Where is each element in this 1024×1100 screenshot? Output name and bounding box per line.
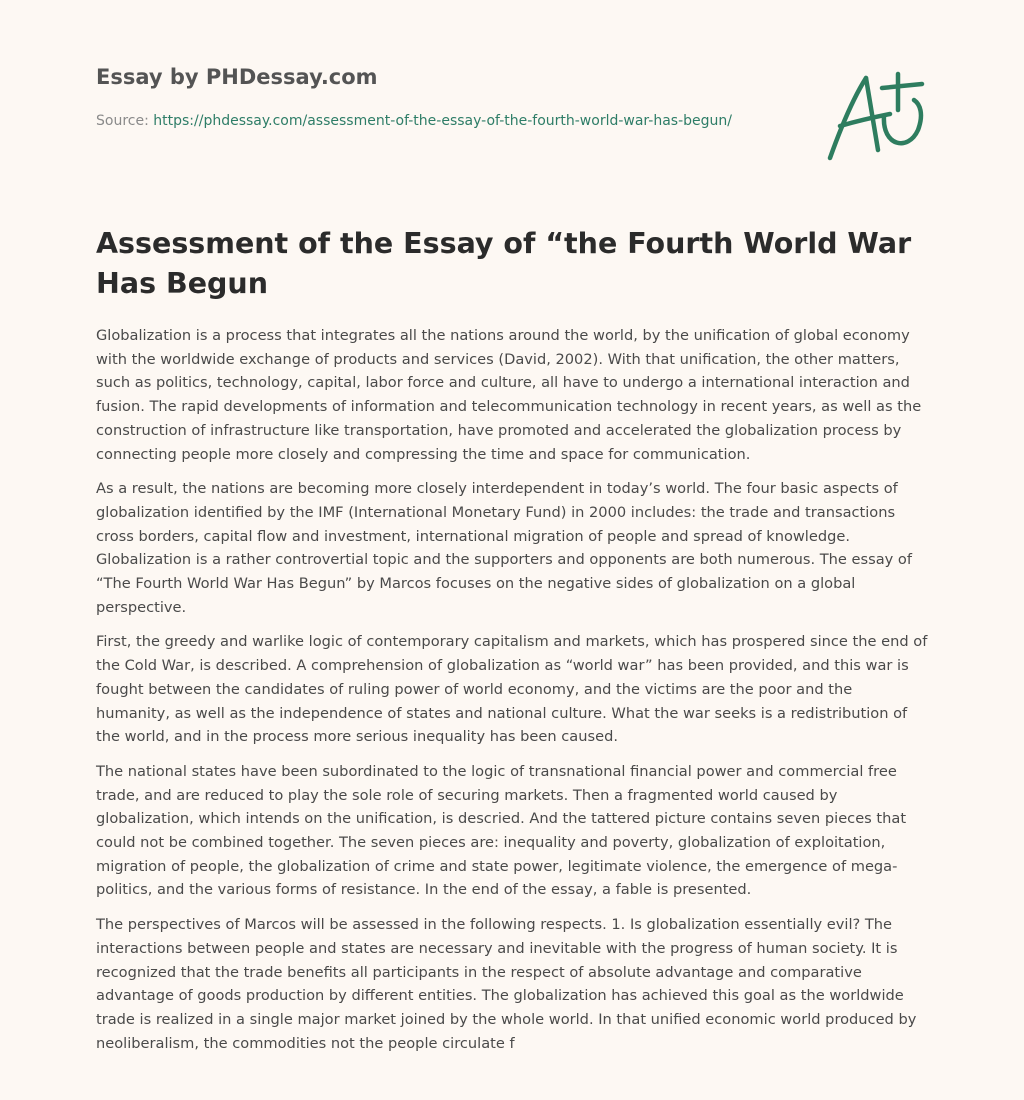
paragraph: As a result, the nations are becoming more closely interdependent in today’s world. The four basic aspects of globalization identified by the IMF (International Monetary Fund) in 2000 includes: the trade and transactions cross borders, capital flow and investment, international migration of people and spread of knowledge. Globalization is a rather controvertial topic and the supporters and opponents are both numerous. The essay of “The Fourth World War Has Begun” by Marcos focuses on the negative sides of globalization on a global perspective. [96, 480, 912, 616]
article-title: Assessment of the Essay of “the Fourth World War Has Begun [96, 227, 912, 300]
article-body [96, 324, 930, 1066]
site-brand: Essay by PHDessay.com [96, 65, 378, 89]
source-link[interactable]: https://phdessay.com/assessment-of-the-essay-of-the-fourth-world-war-has-begun/ [153, 113, 732, 129]
paragraph: First, the greedy and warlike logic of contemporary capitalism and markets, which has prospered since the end of the Cold War, is described. A comprehension of globalization as “world war” has been provided, and this war is fought between the candidates of ruling power of world economy, and the victims are the poor and the humanity, as well as the independence of states and national culture. What the war seeks is a redistribution of the world, and in the process more serious inequality has been caused. [96, 633, 928, 746]
paragraph: The perspectives of Marcos will be assessed in the following respects. 1. Is globalization essentially evil? The interactions between people and states are necessary and inevitable with the progress of human society. It is recognized that the trade benefits all participants in the respect of absolute advantage and comparative advantage of goods production by different entities. The globalization has achieved this goal as the worldwide trade is realized in a single major market joined by the whole world. In that unified economic world produced by neoliberalism, the commodities not the people circulate f [96, 916, 917, 1052]
paragraph: The national states have been subordinated to the logic of transnational financial power and commercial free trade, and are reduced to play the sole role of securing markets. Then a fragmented world caused by globalization, which intends on the unification, is descried. And the tattered picture contains seven pieces that could not be combined together. The seven pieces are: inequality and poverty, globalization of exploitation, migration of people, the globalization of crime and state power, legitimate violence, the emergence of mega-politics, and the various forms of resistance. In the end of the essay, a fable is presented. [96, 762, 907, 899]
source-label: Source: [96, 113, 149, 129]
a-plus-grade-icon [818, 68, 930, 164]
source-line [96, 110, 756, 133]
paragraph: Globalization is a process that integrates all the nations around the world, by the unification of global economy with the worldwide exchange of products and services (David, 2002). With that unification, the other matters, such as politics, technology, capital, labor force and culture, all have to undergo a international interaction and fusion. The rapid developments of information and telecommunication technology in recent years, as well as the construction of infrastructure like transportation, have promoted and accelerated the globalization process by connecting people more closely and compressing the time and space for communication. [96, 327, 922, 463]
document-header [96, 62, 796, 133]
